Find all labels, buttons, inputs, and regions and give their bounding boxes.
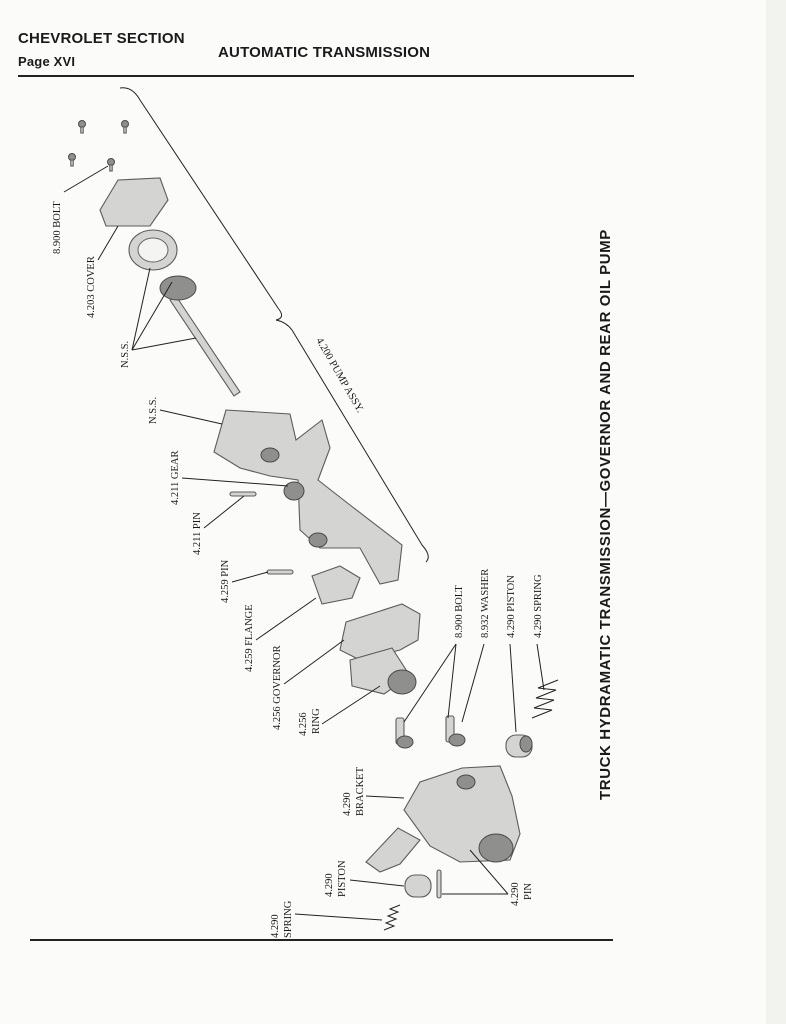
page-number: Page XVI bbox=[18, 54, 76, 69]
callout-pin-4290-word: PIN bbox=[523, 883, 534, 900]
page-title: AUTOMATIC TRANSMISSION bbox=[218, 44, 431, 61]
governor-bracket bbox=[366, 766, 520, 872]
governor bbox=[340, 604, 420, 694]
callout-nss-a: N.S.S. bbox=[120, 340, 131, 368]
callout-governor-4256: 4.256 GOVERNOR bbox=[272, 645, 283, 730]
callout-spring-4290-a: 4.290 SPRING bbox=[533, 574, 544, 638]
piston-b bbox=[405, 875, 431, 897]
pump-assembly-label: 4.200 PUMP ASSY. bbox=[313, 336, 366, 415]
callout-nss-b: N.S.S. bbox=[148, 396, 159, 424]
spring-b bbox=[384, 905, 400, 930]
governor-bolts bbox=[396, 716, 465, 748]
callout-piston-4290-a: 4.290 PISTON bbox=[506, 575, 517, 638]
callout-gear-4211: 4.211 GEAR bbox=[170, 450, 181, 505]
flange-pin bbox=[267, 570, 293, 574]
callout-spring-4290-b-word: SPRING bbox=[283, 900, 294, 938]
callout-flange-4259: 4.259 FLANGE bbox=[244, 604, 255, 672]
gear-pin bbox=[230, 492, 256, 496]
figure-caption: TRUCK HYDRAMATIC TRANSMISSION—GOVERNOR AND REAR OIL PUMP bbox=[597, 229, 614, 800]
section-heading: CHEVROLET SECTION bbox=[18, 30, 185, 47]
pump-cover bbox=[100, 178, 168, 226]
callout-pin-4211: 4.211 PIN bbox=[192, 512, 203, 555]
callout-bracket-4290-word: BRACKET bbox=[355, 766, 366, 816]
drive-gear-shaft bbox=[160, 276, 240, 396]
callout-pin-4290-number: 4.290 bbox=[510, 882, 521, 906]
callout-piston-4290-b-number: 4.290 bbox=[324, 873, 335, 897]
bracket-pin bbox=[437, 870, 441, 898]
callout-pin-4259: 4.259 PIN bbox=[220, 559, 231, 603]
callout-bolt-8900-b: 8.900 BOLT bbox=[454, 585, 465, 638]
callout-ring-4256-word: RING bbox=[311, 708, 322, 734]
callout-washer-8932: 8.932 WASHER bbox=[480, 568, 491, 638]
ring-gear bbox=[129, 230, 177, 270]
callout-cover-4203: 4.203 COVER bbox=[86, 256, 97, 318]
piston-a bbox=[506, 735, 532, 757]
flange bbox=[312, 566, 360, 604]
spring-a bbox=[532, 680, 558, 718]
pump-assembly-bracket bbox=[120, 88, 428, 562]
callout-ring-4256-number: 4.256 bbox=[298, 712, 309, 736]
callout-spring-4290-b-number: 4.290 bbox=[270, 914, 281, 938]
callout-bracket-4290-number: 4.290 bbox=[342, 792, 353, 816]
callout-piston-4290-b-word: PISTON bbox=[337, 860, 348, 897]
cover-bolts bbox=[69, 121, 129, 172]
callout-bolt-8900-a: 8.900 BOLT bbox=[52, 201, 63, 254]
